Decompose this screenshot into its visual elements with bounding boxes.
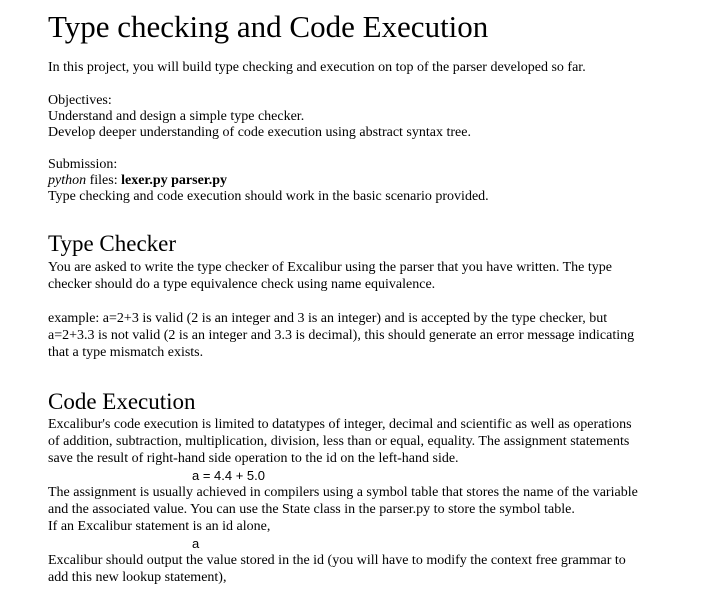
submission-files-label: files: [86,173,122,188]
type-checker-heading: Type Checker [48,231,177,256]
submission-heading: Submission: [48,157,118,172]
type-checker-paragraph: You are asked to write the type checker of Excalibur using the parser that you have written. The type [48,260,612,275]
code-execution-paragraph: Excalibur's code execution is limited to datatypes of integer, decimal and scientific as well as operations [48,417,632,432]
submission-language: python [48,173,87,188]
code-execution-heading: Code Execution [48,389,196,414]
type-checker-paragraph: checker should do a type equivalence check using name equivalence. [48,277,436,292]
code-example-lookup: a [192,536,200,551]
type-checker-example: example: a=2+3 is valid (2 is an integer and 3 is an integer) and is accepted by the type checker, but [48,311,608,326]
page-title: Type checking and Code Execution [48,9,489,44]
code-execution-paragraph: and the associated value. You can use the State class in the parser.py to store the symbol table. [48,502,575,517]
intro-text: In this project, you will build type checking and execution on top of the parser developed so far. [48,60,586,75]
code-execution-paragraph: Excalibur should output the value stored in the id (you will have to modify the context free grammar to [48,553,626,568]
type-checker-example: that a type mismatch exists. [48,345,204,360]
objective-item: Develop deeper understanding of code execution using abstract syntax tree. [48,125,471,140]
code-example-assignment: a = 4.4 + 5.0 [192,468,266,483]
code-execution-paragraph: If an Excalibur statement is an id alone, [48,519,271,534]
code-execution-paragraph: add this new lookup statement), [48,570,227,585]
submission-files [48,172,227,189]
code-execution-paragraph: The assignment is usually achieved in compilers using a symbol table that stores the name of the variable [48,485,638,500]
submission-note: Type checking and code execution should work in the basic scenario provided. [48,189,489,204]
objective-item: Understand and design a simple type checker. [48,109,305,124]
objectives-heading: Objectives: [48,93,112,108]
submission-file-list: lexer.py parser.py [121,173,228,188]
type-checker-example: a=2+3.3 is not valid (2 is an integer and 3.3 is decimal), this should generate an error message indicating [48,328,635,343]
code-execution-paragraph: of addition, subtraction, multiplication, division, less than or equal, equality. The assignment statements [48,434,630,449]
code-execution-paragraph: save the result of right-hand side operation to the id on the left-hand side. [48,451,459,466]
